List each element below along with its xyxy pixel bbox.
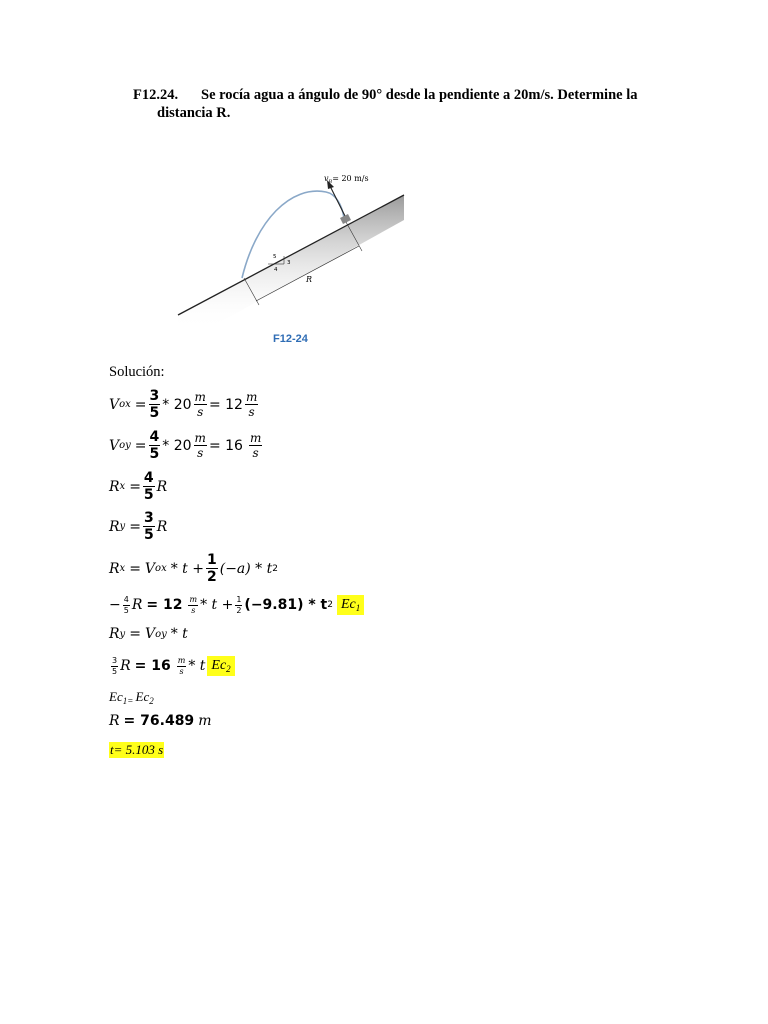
subscript: oy (119, 440, 131, 451)
numerator: 4 (123, 594, 129, 604)
equation-ry (109, 511, 167, 542)
result: = 16 (134, 658, 171, 674)
label-text: Ec (341, 597, 356, 612)
unit-num: m (189, 594, 198, 604)
unit-num: m (177, 655, 186, 665)
subscript: x (119, 481, 126, 492)
factor: * 20 (162, 396, 192, 413)
equation-ry-kinematics (109, 626, 188, 642)
numerator: 1 (206, 552, 217, 568)
var-v: V (109, 437, 120, 454)
velocity-label: $v_B= 20$ m/s (324, 174, 369, 185)
slope-figure (176, 160, 406, 330)
label-sub: 1 (355, 603, 361, 613)
problem-statement (133, 86, 653, 122)
subscript: y (119, 521, 126, 532)
equals: = (129, 478, 141, 495)
result-distance (109, 713, 211, 729)
equation-ec2 (109, 656, 235, 676)
var-r: R (109, 626, 120, 642)
slope-label-5: 5 (273, 254, 277, 260)
denominator: 5 (123, 605, 129, 615)
equals: = (127, 696, 136, 706)
equals: = (129, 626, 141, 642)
numerator: 4 (149, 429, 160, 445)
var-r: R (109, 518, 120, 535)
problem-text-line2: distancia R. (157, 105, 231, 121)
var-r: R (131, 597, 143, 613)
subscript: oy (155, 628, 167, 640)
unit-num: m (194, 390, 206, 404)
equation-voy: V oy = $\frac{4}{5}$ * 20 $\frac{m}{s}$ = 16 $\frac{m}{s}$ (109, 429, 262, 462)
var-r: R (109, 560, 120, 577)
term: * t + (200, 597, 234, 613)
subscript: ox (119, 399, 131, 410)
slope-label-3: 3 (287, 260, 291, 266)
term: (−a) * t (219, 560, 273, 577)
var-v: V (109, 396, 120, 413)
unit-den: s (179, 666, 184, 676)
equals: = (129, 560, 141, 577)
problem-text-line1: Se rocía agua a ángulo de 90° desde la pendiente a 20m/s. Determine la (201, 87, 638, 103)
velocity-arrow (330, 186, 346, 218)
equation-label-ec1 (337, 595, 364, 615)
denominator: 2 (206, 569, 217, 585)
superscript: 2 (327, 600, 333, 610)
result: = 16 (208, 437, 243, 454)
unit-den: s (252, 446, 259, 460)
var-r: R (109, 478, 120, 495)
result-value: = 76.489 (123, 713, 195, 729)
superscript: 2 (272, 563, 278, 574)
subscript: y (119, 628, 126, 640)
var-r: R (109, 713, 120, 729)
label-text: Ec (109, 689, 123, 704)
unit-den: s (197, 446, 204, 460)
unit-num: m (245, 390, 258, 404)
label-text: Ec (135, 689, 150, 704)
numerator: 3 (149, 388, 160, 404)
equation-ec-equality (109, 689, 154, 706)
minus: − (109, 597, 121, 613)
distance-label: R (306, 275, 313, 284)
equation-label-ec2 (207, 656, 234, 676)
label-sub: 2 (226, 664, 231, 674)
var-r: R (120, 658, 131, 674)
subscript: x (119, 563, 126, 574)
var-v: V (144, 560, 156, 577)
term: * t (170, 626, 188, 642)
ground-shading (178, 195, 404, 330)
slope-diagram (176, 160, 406, 330)
equation-rx-kinematics (109, 553, 278, 584)
unit: m (198, 713, 212, 729)
numerator: 4 (143, 470, 154, 486)
result-time: t= 5.103 s (110, 742, 164, 757)
term: (−9.81) * t (244, 597, 328, 613)
term: * t + (170, 560, 204, 577)
label-text: Ec (211, 658, 227, 673)
slope-label-4: 4 (274, 267, 278, 273)
denominator: 5 (149, 405, 160, 421)
unit-den: s (248, 405, 255, 419)
var-r: R (156, 478, 168, 495)
unit-den: s (197, 405, 204, 419)
equation-ec1 (109, 595, 364, 615)
solution-heading: Solución: (109, 364, 165, 380)
denominator: 5 (143, 527, 154, 543)
label-sub: 1 (122, 696, 128, 706)
problem-number: F12.24. (133, 87, 179, 103)
factor: * 20 (162, 437, 192, 454)
result: = 12 (146, 597, 183, 613)
nozzle (340, 214, 351, 224)
unit-den: s (191, 605, 196, 615)
var-r: R (156, 518, 168, 535)
figure-caption: F12-24 (273, 333, 308, 345)
slope-line (178, 195, 404, 315)
term: * t (188, 658, 206, 674)
unit-num: m (194, 431, 206, 445)
numerator: 1 (236, 594, 242, 604)
var-v: V (144, 626, 156, 642)
equals: = (129, 518, 141, 535)
subscript: ox (155, 563, 167, 574)
result: = 12 (208, 396, 243, 413)
unit-num: m (249, 431, 262, 445)
denominator: 5 (149, 446, 160, 462)
denominator: 5 (112, 666, 118, 676)
numerator: 3 (112, 655, 118, 665)
equation-vox: V ox = $\frac{3}{5}$ * 20 $\frac{m}{s}$ = 12 $\frac{m}{s}$ (109, 388, 258, 421)
equation-rx (109, 471, 167, 502)
numerator: 3 (143, 510, 154, 526)
denominator: 2 (236, 605, 242, 615)
label-sub: 2 (149, 696, 154, 706)
denominator: 5 (143, 487, 154, 503)
